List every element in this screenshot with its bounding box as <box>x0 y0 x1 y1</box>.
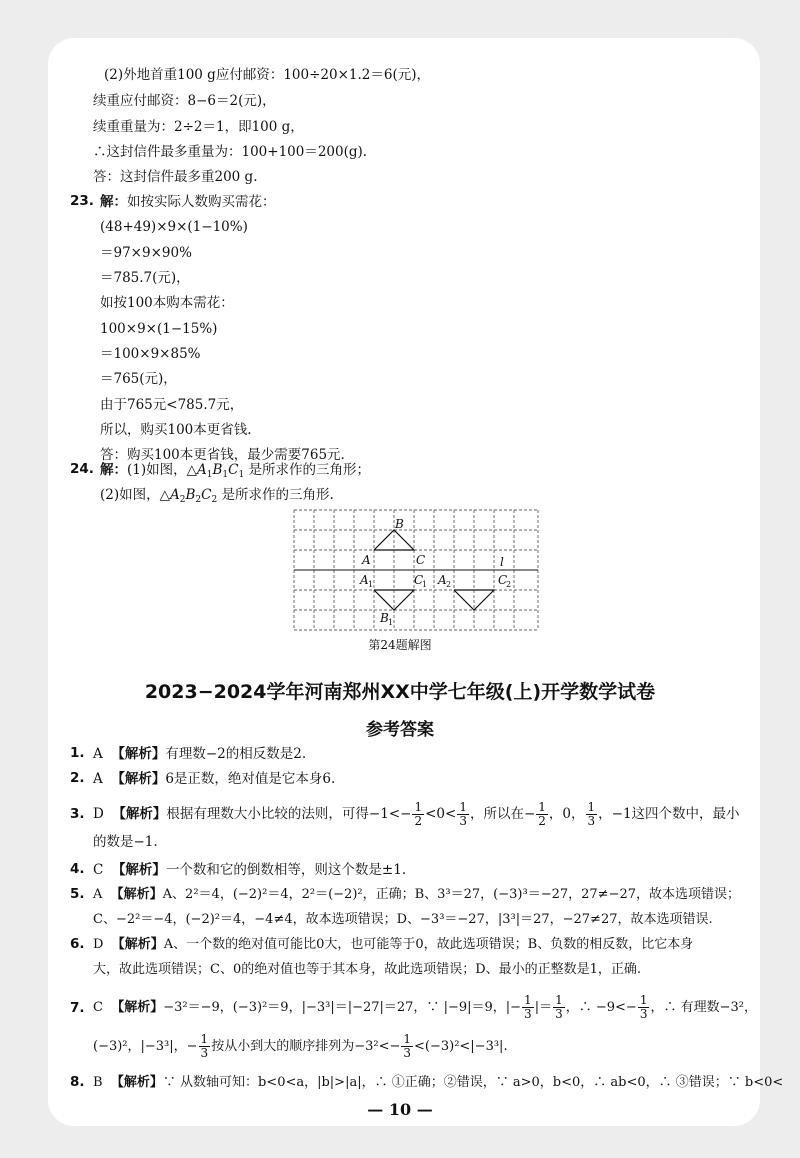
label-A1-sub: 1 <box>368 580 374 589</box>
a3-line1: D 【解析】根据有理数大小比较的法则，可得−1<− $\frac{1}{2}$ <0< $\frac{1}{3}$ ，所以在− $\frac{1}{2}$ ，0， $\frac{1}{3}$ ，−1这四个数中，最小 <box>93 800 740 828</box>
a4-line: C 【解析】一个数和它的倒数相等，则这个数是±1. <box>93 862 407 878</box>
frac-third: $\frac{1}{3}$ <box>639 993 648 1021</box>
label-C1: C <box>414 573 424 587</box>
q24-line1: 解：(1)如图，$\triangle A_1B_1C_1$ 是所求作的三角形； <box>100 462 371 480</box>
q23-line10: 所以，购买100本更省钱. <box>100 422 252 438</box>
frac-half: $\frac{1}{2}$ <box>538 800 546 828</box>
q23-line7: ＝100×9×85% <box>100 346 201 362</box>
q24-grid-figure <box>292 508 540 632</box>
a2-line: A 【解析】6是正数，绝对值是它本身6. <box>93 771 336 787</box>
frac-third: $\frac{1}{3}$ <box>459 800 467 828</box>
q23-line8: ＝765(元)， <box>100 371 177 387</box>
q22-line1: (2)外地首重100 g应付邮资：100÷20×1.2＝6(元)， <box>104 67 430 83</box>
q23-number: 23. <box>70 193 94 209</box>
frac-third: $\frac{1}{3}$ <box>403 1032 411 1060</box>
q22-line3: 续重重量为：2÷2＝1，即100 g， <box>93 119 304 135</box>
q23-line2: (48+49)×9×(1−10%) <box>100 219 248 235</box>
q23-sol-label: 解： <box>100 194 127 210</box>
label-C: C <box>416 553 426 567</box>
answer-key-title: 参考答案 <box>366 720 434 740</box>
q23-line1: 解：如按实际人数购买需花： <box>100 194 276 210</box>
frac-third: $\frac{1}{3}$ <box>587 800 596 828</box>
a6-line2: 大，故此选项错误；C、0的绝对值也等于其本身，故此选项错误；D、最小的正整数是1，正确. <box>93 962 642 977</box>
a7-line1: C 【解析】−3²＝−9，(−3)²＝9，|−3³|＝|−27|＝27，∵ |−9|＝9，|− $\frac{1}{3}$ |＝ $\frac{1}{3}$ ，∴ −9<− $\frac{1}{3}$ ，∴ 有理数−3²， <box>93 993 757 1021</box>
a2-number: 2. <box>70 770 85 786</box>
q22-line4: ∴这封信件最多重量为：100+100＝200(g). <box>93 144 368 160</box>
a7-line2: (−3)²，|−3³|，− $\frac{1}{3}$ 按从小到大的顺序排列为−3²<− $\frac{1}{3}$ <(−3)²<|−3³|. <box>93 1032 508 1060</box>
q23-line5: 如按100本购本需花： <box>100 295 234 311</box>
q22-line5: 答：这封信件最多重200 g. <box>93 169 258 185</box>
a4-number: 4. <box>70 861 85 877</box>
a6-number: 6. <box>70 936 85 952</box>
q24-line2: (2)如图，$\triangle A_2B_2C_2$ 是所求作的三角形. <box>100 487 334 505</box>
q23-line11: 答：购买100本更省钱，最少需要765元. <box>100 447 345 463</box>
a5-number: 5. <box>70 886 85 902</box>
q23-line9: 由于765元<785.7元， <box>100 397 244 413</box>
label-B1-sub: 1 <box>388 618 394 627</box>
label-B: B <box>395 517 404 531</box>
q24-number: 24. <box>70 461 94 477</box>
q24-figure-caption: 第24题解图 <box>368 638 432 652</box>
label-C2-sub: 2 <box>506 580 512 589</box>
q23-line3: ＝97×9×90% <box>100 245 192 261</box>
q22-line2: 续重应付邮资：8−6＝2(元)， <box>93 93 276 109</box>
a5-line2: C、−2²＝−4，(−2)²＝4，−4≠4，故本选项错误；D、−3³＝−27，|3³|＝27，−27≠27，故本选项错误. <box>93 912 713 927</box>
label-A1: A <box>360 573 369 587</box>
label-l: l <box>500 555 504 569</box>
label-C1-sub: 1 <box>422 580 428 589</box>
label-C2: C <box>498 573 508 587</box>
label-A2-sub: 2 <box>446 580 452 589</box>
a6-line1: D 【解析】A、一个数的绝对值可能比0大，也可能等于0，故此选项错误；B、负数的相反数，比它本身 <box>93 937 694 952</box>
a1-number: 1. <box>70 745 85 761</box>
a1-line: A 【解析】有理数−2的相反数是2. <box>93 746 307 762</box>
frac-half: $\frac{1}{2}$ <box>414 800 423 828</box>
a8-line: B 【解析】∵ 从数轴可知：b<0<a，|b|>|a|，∴ ①正确；②错误，∵ a>0，b<0，∴ ab<0，∴ ③错误；∵ b<0< <box>93 1075 784 1090</box>
frac-third: $\frac{1}{3}$ <box>524 993 532 1021</box>
a3-number: 3. <box>70 806 85 822</box>
a7-number: 7. <box>70 1000 85 1016</box>
q23-line4: ＝785.7(元)， <box>100 270 190 286</box>
a8-number: 8. <box>70 1074 85 1090</box>
q23-line6: 100×9×(1−15%) <box>100 321 218 337</box>
frac-third: $\frac{1}{3}$ <box>200 1032 209 1060</box>
a3-line2: 的数是−1. <box>93 834 158 850</box>
label-A2: A <box>438 573 447 587</box>
a5-line1: A 【解析】A、2²＝4，(−2)²＝4，2²＝(−2)²，正确；B、3³＝27，(−3)³＝−27，27≠−27，故本选项错误； <box>93 887 741 902</box>
frac-third: $\frac{1}{3}$ <box>555 993 563 1021</box>
label-B1: B <box>380 611 389 625</box>
page-number: — 10 — <box>367 1100 433 1119</box>
label-A: A <box>362 553 371 567</box>
exam-title: 2023−2024学年河南郑州XX中学七年级(上)开学数学试卷 <box>144 681 656 703</box>
